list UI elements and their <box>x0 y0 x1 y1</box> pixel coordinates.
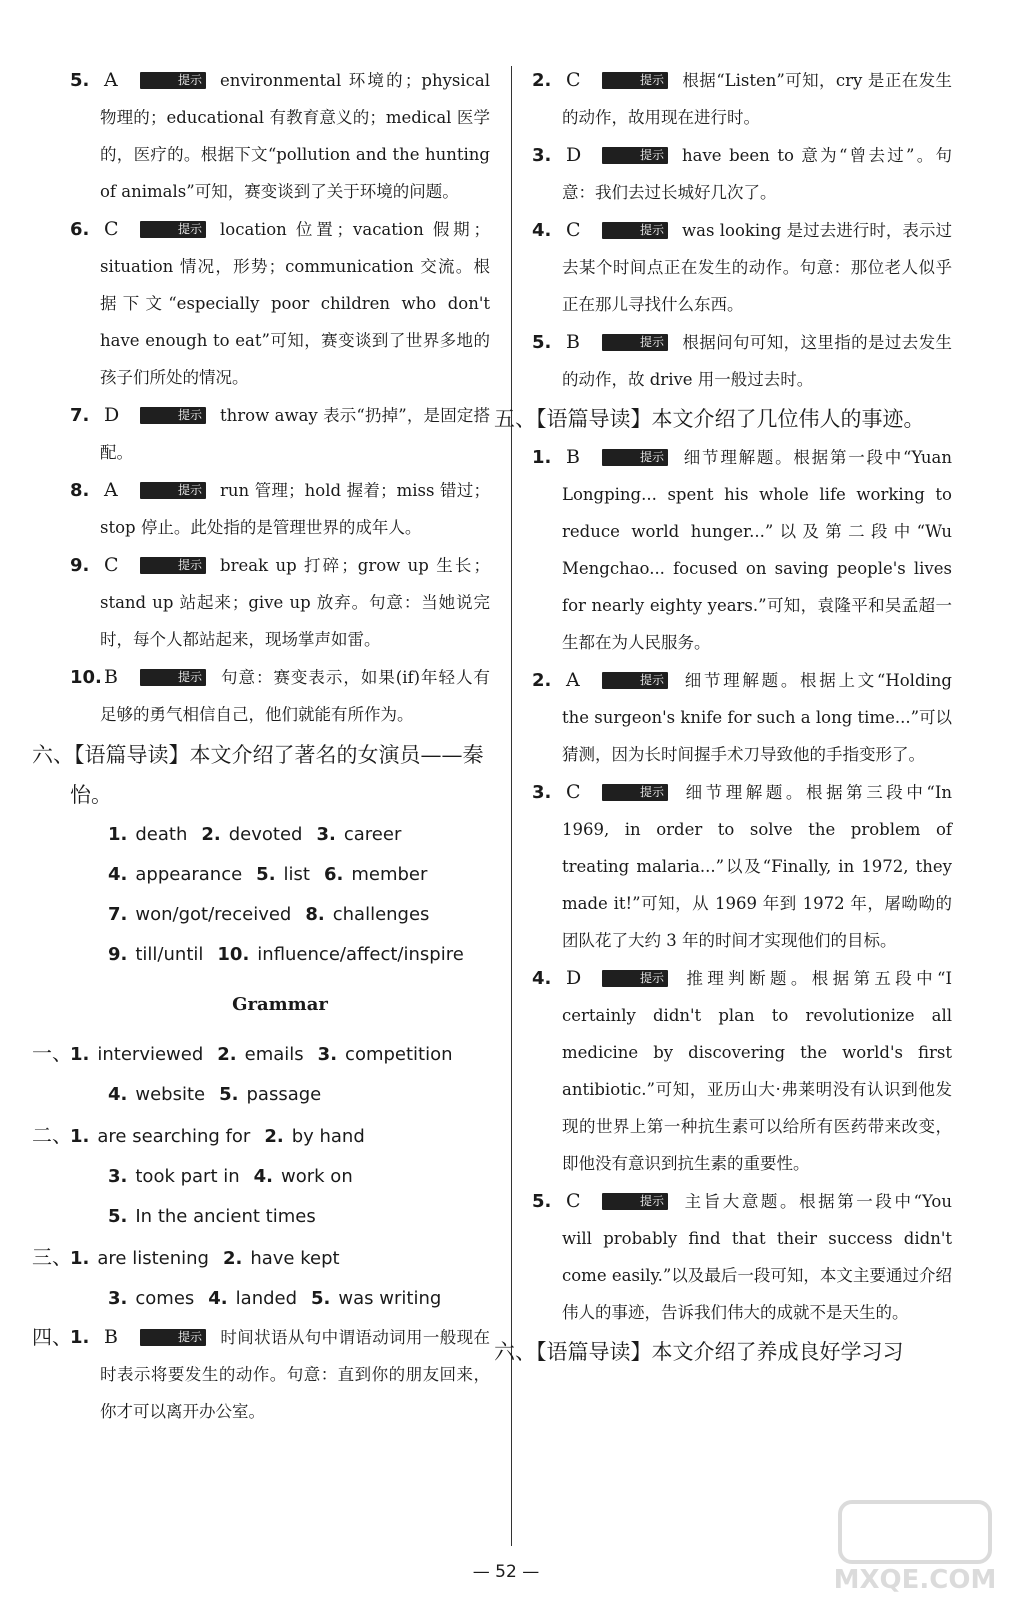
hint-badge: 提示 <box>140 1329 206 1346</box>
grammar-section-label: 一、 <box>32 1041 72 1065</box>
item-answer-letter: A <box>566 669 580 691</box>
answer-row <box>70 935 490 975</box>
answer-item <box>494 62 952 136</box>
answer-item <box>32 211 490 396</box>
answer-word: competition <box>345 1044 453 1065</box>
watermark-text: MXQE.COM <box>833 1565 997 1595</box>
answer-word: challenges <box>332 904 430 925</box>
answer-number: 5. <box>311 1288 331 1309</box>
answer-item <box>494 1183 952 1331</box>
answer-number: 5. <box>108 1206 128 1227</box>
item-number: 3. <box>532 145 552 166</box>
answer-number: 1. <box>70 1126 90 1147</box>
answer-number: 7. <box>108 904 128 925</box>
item-number: 8. <box>70 480 90 501</box>
section-four-first <box>32 1319 490 1430</box>
item-answer-letter: B <box>104 1326 118 1348</box>
grammar-title: Grammar <box>232 994 328 1015</box>
answer-word: career <box>343 824 402 845</box>
answer-number: 4. <box>108 1084 128 1105</box>
answer-word: are searching for <box>97 1126 251 1147</box>
item-number: 7. <box>70 405 90 426</box>
right-answer-list-a <box>532 62 952 398</box>
item-explanation: 细节理解题。根据第三段中“In 1969, in order to solve the problem of treating malaria...”以及“Finally, in 1972, they made it!”可知，从 1969 年到 1972 年，屠呦呦的团队花了大约 3 年的时间才实现他们的目标。 <box>562 783 952 950</box>
answer-number: 2. <box>264 1126 284 1147</box>
hint-badge: 提示 <box>602 449 668 466</box>
hint-badge: 提示 <box>140 72 206 89</box>
item-explanation: 推理判断题。根据第五段中“I certainly didn't plan to revolutionize all medicine by discovering the world's first antibiotic.”可知，亚历山大·弗莱明没有认识到他发现的世界上第一种抗生素可以给所有医药带来改变，即他没有意识到抗生素的重要性。 <box>562 969 952 1173</box>
section-six-intro <box>32 735 490 815</box>
answer-word: by hand <box>291 1126 365 1147</box>
answer-item <box>494 960 952 1182</box>
hint-badge: 提示 <box>602 672 668 689</box>
answer-number: 5. <box>219 1084 239 1105</box>
answer-word: was writing <box>338 1288 442 1309</box>
answer-number: 3. <box>108 1288 128 1309</box>
grammar-section-label: 三、 <box>32 1245 72 1269</box>
answer-word: member <box>351 864 428 885</box>
answer-number: 2. <box>217 1044 237 1065</box>
item-number: 1. <box>70 1327 90 1348</box>
answer-item <box>494 324 952 398</box>
answer-number: 2. <box>222 1248 243 1269</box>
answer-number: 4. <box>208 1288 228 1309</box>
answer-word: In the ancient times <box>135 1206 316 1227</box>
answer-row <box>70 815 490 855</box>
section-four-label: 四、 <box>32 1325 72 1349</box>
answer-word: list <box>283 864 310 885</box>
item-answer-letter: D <box>104 404 120 426</box>
answer-number: 5. <box>256 864 276 885</box>
item-answer-letter: B <box>104 666 118 688</box>
item-number: 5. <box>532 1191 552 1212</box>
answer-row <box>70 895 490 935</box>
grammar-answers <box>32 1033 490 1319</box>
answer-word: took part in <box>135 1166 240 1187</box>
item-number: 4. <box>532 968 552 989</box>
page-number: — 52 — <box>472 1562 540 1582</box>
hint-badge: 提示 <box>602 784 668 801</box>
hint-badge: 提示 <box>140 221 206 238</box>
item-explanation: throw away 表示“扔掉”，是固定搭配。 <box>100 406 490 462</box>
watermark-logo <box>820 1498 1010 1596</box>
answer-word: appearance <box>135 864 243 885</box>
grammar-row <box>32 1033 490 1075</box>
hint-badge: 提示 <box>140 557 206 574</box>
answer-number: 4. <box>253 1166 274 1187</box>
grammar-row <box>32 1115 490 1157</box>
left-answer-list <box>70 62 490 733</box>
answer-word: work on <box>281 1166 353 1187</box>
item-explanation: was looking 是过去进行时，表示过去某个时间点正在发生的动作。句意：那位老人似乎正在那儿寻找什么东西。 <box>562 221 952 314</box>
grammar-row <box>32 1197 490 1237</box>
answer-number: 4. <box>108 864 128 885</box>
grammar-row <box>32 1075 490 1115</box>
right-column <box>494 62 952 1372</box>
hint-badge: 提示 <box>602 1193 668 1210</box>
grammar-row <box>32 1237 490 1279</box>
answer-number: 1. <box>70 1248 90 1269</box>
answer-word: passage <box>246 1084 322 1105</box>
answer-item <box>32 659 490 733</box>
item-explanation: 根据问句可知，这里指的是过去发生的动作，故 drive 用一般过去时。 <box>562 333 952 389</box>
item-explanation: break up 打碎；grow up 生长；stand up 站起来；give up 放弃。句意：当她说完时，每个人都站起来，现场掌声如雷。 <box>100 556 490 649</box>
item-explanation: environmental 环境的；physical 物理的；educational 有教育意义的；medical 医学的，医疗的。根据下文“pollution and the hunting of animals”可知，赛变谈到了关于环境的问题。 <box>100 71 490 201</box>
item-answer-letter: D <box>566 144 582 166</box>
hint-badge: 提示 <box>602 970 668 987</box>
answer-word: website <box>135 1084 206 1105</box>
item-number: 10. <box>70 667 102 688</box>
item-answer-letter: C <box>566 781 581 803</box>
answer-word: till/until <box>135 944 204 965</box>
grammar-section-label: 二、 <box>32 1123 72 1147</box>
answer-word: won/got/received <box>135 904 292 925</box>
answer-row <box>70 855 490 895</box>
item-number: 5. <box>70 70 90 91</box>
item-explanation: 根据“Listen”可知，cry 是正在发生的动作，故用现在进行时。 <box>562 71 952 127</box>
item-explanation: have been to 意为“曾去过”。句意：我们去过长城好几次了。 <box>562 146 952 202</box>
answer-number: 8. <box>305 904 325 925</box>
item-answer-letter: C <box>104 218 119 240</box>
item-answer-letter: A <box>104 69 118 91</box>
item-answer-letter: C <box>566 219 581 241</box>
hint-badge: 提示 <box>602 147 668 164</box>
item-explanation: 细节理解题。根据第一段中“Yuan Longping... spent his whole life working to reduce world hunger...”以及第二段中“Wu Mengchao... focused on saving people's lives for nearly eighty years.”可知，袁隆平和吴孟超一生都在为人民服务。 <box>562 448 952 652</box>
answer-item <box>494 662 952 773</box>
item-answer-letter: C <box>566 1190 581 1212</box>
answer-item <box>494 774 952 959</box>
hint-badge: 提示 <box>140 407 206 424</box>
section-six-right-heading: 六、【语篇导读】本文介绍了养成良好学习习 <box>494 1340 904 1364</box>
item-number: 3. <box>532 782 552 803</box>
answer-item <box>494 439 952 661</box>
answer-word: devoted <box>228 824 303 845</box>
answer-item <box>494 137 952 211</box>
answer-number: 2. <box>201 824 221 845</box>
answer-item <box>494 212 952 323</box>
item-explanation: run 管理；hold 握着；miss 错过；stop 停止。此处指的是管理世界的成年人。 <box>100 481 490 537</box>
item-number: 2. <box>532 670 552 691</box>
answer-word: interviewed <box>97 1044 204 1065</box>
answer-number: 1. <box>108 824 128 845</box>
item-answer-letter: C <box>104 554 119 576</box>
hint-badge: 提示 <box>602 222 668 239</box>
answer-number: 6. <box>323 864 344 885</box>
answer-word: death <box>135 824 188 845</box>
section-five-heading: 五、【语篇导读】本文介绍了几位伟人的事迹。 <box>494 407 925 431</box>
item-number: 1. <box>532 447 552 468</box>
section-six-right-intro <box>494 1332 952 1372</box>
answer-number: 3. <box>316 824 336 845</box>
item-answer-letter: B <box>566 446 580 468</box>
answer-item <box>32 472 490 546</box>
item-answer-letter: D <box>566 967 582 989</box>
item-explanation: 主旨大意题。根据第一段中“You will probably find that their success didn't come easily.”以及最后一段可知，本文主要通过介绍伟人的事迹，告诉我们伟大的成就不是天生的。 <box>562 1192 952 1322</box>
grammar-row <box>32 1279 490 1319</box>
item-answer-letter: A <box>104 479 118 501</box>
hint-badge: 提示 <box>602 334 668 351</box>
item-explanation: location 位置；vacation 假期；situation 情况，形势；communication 交流。根据下文“especially poor children who don't have enough to eat”可知，赛变谈到了世界多地的孩子们所处的情况。 <box>100 220 490 387</box>
answer-word: have kept <box>250 1248 340 1269</box>
answer-number: 1. <box>70 1044 90 1065</box>
item-answer-letter: C <box>566 69 581 91</box>
answer-word: emails <box>244 1044 304 1065</box>
grammar-row <box>32 1157 490 1197</box>
answer-number: 9. <box>108 944 128 965</box>
item-explanation: 句意：赛变表示，如果(if)年轻人有足够的勇气相信自己，他们就能有所作为。 <box>100 668 490 724</box>
section-six-answers <box>70 815 490 975</box>
left-column <box>32 62 490 1431</box>
item-answer-letter: B <box>566 331 580 353</box>
section-five-intro <box>494 399 990 439</box>
item-number: 4. <box>532 220 552 241</box>
answer-word: are listening <box>97 1248 209 1269</box>
item-explanation: 细节理解题。根据上文“Holding the surgeon's knife for such a long time...”可以猜测，因为长时间握手术刀导致他的手指变形了。 <box>562 671 952 764</box>
answer-number: 3. <box>108 1166 128 1187</box>
item-number: 6. <box>70 219 90 240</box>
hint-badge: 提示 <box>140 669 206 686</box>
item-number: 9. <box>70 555 90 576</box>
hint-badge: 提示 <box>602 72 668 89</box>
answer-item <box>32 547 490 658</box>
answer-item <box>32 62 490 210</box>
hint-badge: 提示 <box>140 482 206 499</box>
answer-word: comes <box>135 1288 195 1309</box>
answer-word: landed <box>235 1288 298 1309</box>
answer-number: 10. <box>217 944 250 965</box>
item-number: 2. <box>532 70 552 91</box>
answer-number: 3. <box>317 1044 338 1065</box>
item-number: 5. <box>532 332 552 353</box>
answer-word: influence/affect/inspire <box>257 944 464 965</box>
section-six-heading: 六、【语篇导读】本文介绍了著名的女演员——秦怡。 <box>32 743 484 807</box>
right-answer-list-b <box>532 439 952 1331</box>
item-explanation: 时间状语从句中谓语动词用一般现在时表示将要发生的动作。句意：直到你的朋友回来，你才可以离开办公室。 <box>100 1328 490 1421</box>
answer-item <box>32 1319 490 1430</box>
answer-item <box>32 397 490 471</box>
